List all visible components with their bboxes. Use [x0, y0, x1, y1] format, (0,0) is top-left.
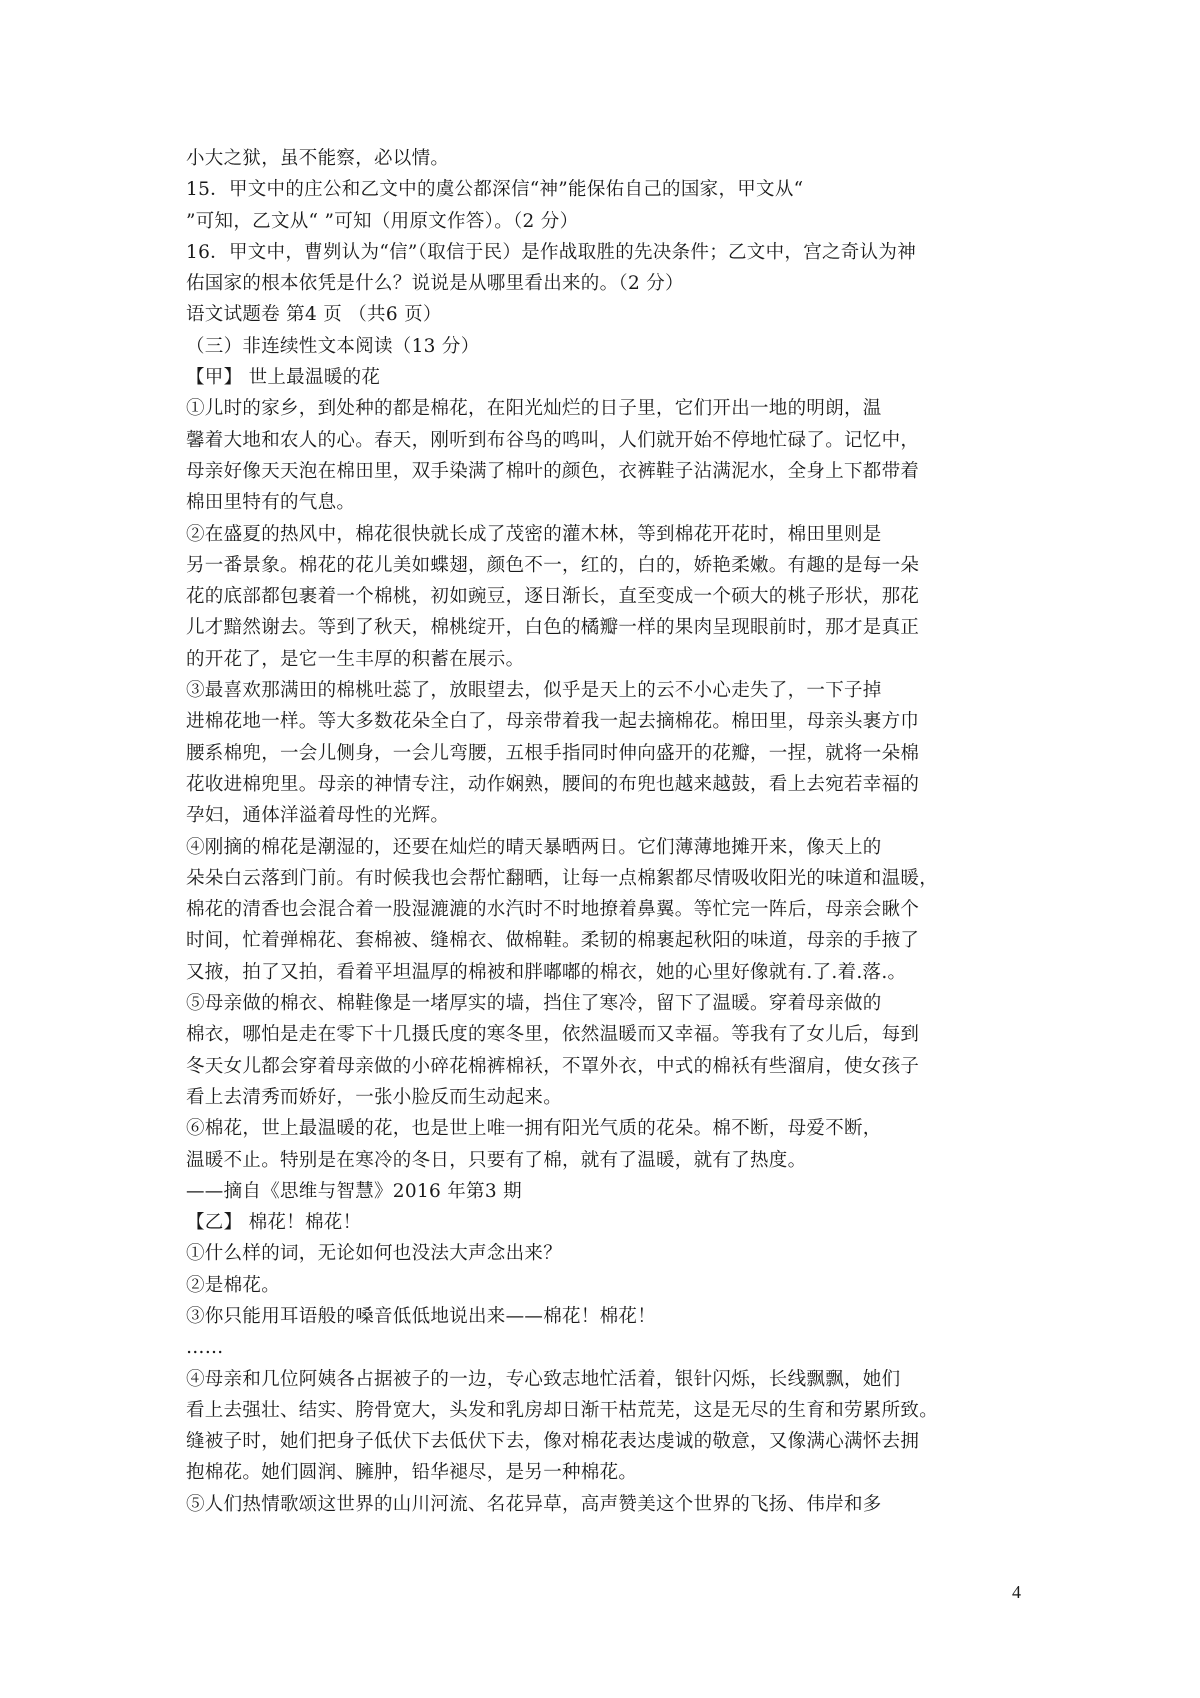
- text-line: 看上去清秀而娇好，一张小脸反而生动起来。: [186, 1086, 563, 1108]
- text-line: 小大之狱，虽不能察，必以情。: [186, 148, 450, 169]
- text-line: ②是棉花。: [186, 1274, 281, 1296]
- text-line: 朵朵白云落到门前。有时候我也会帮忙翻晒，让每一点棉絮都尽情吸收阳光的味道和温暖，: [186, 867, 939, 889]
- text-line: 馨着大地和农人的心。春天，刚听到布谷鸟的鸣叫，人们就开始不停地忙碌了。记忆中，: [186, 429, 920, 451]
- text-line: ①儿时的家乡，到处种的都是棉花，在阳光灿烂的日子里，它们开出一地的明朗，温: [186, 398, 882, 420]
- text-line: ⑤母亲做的棉衣、棉鞋像是一堵厚实的墙，挡住了寒冷，留下了温暖。穿着母亲做的: [186, 993, 882, 1015]
- ellipsis-line: ……: [186, 1337, 224, 1359]
- text-line: 花的底部都包裹着一个棉桃，初如豌豆，逐日渐长，直至变成一个硕大的桃子形状，那花: [186, 586, 920, 608]
- text-line: 温暖不止。特别是在寒冷的冬日，只要有了棉，就有了温暖，就有了热度。: [186, 1149, 807, 1171]
- question-15-line: 15．甲文中的庄公和乙文中的虞公都深信“神”能保佑自己的国家，甲文从“: [186, 179, 804, 201]
- text-line: ⑥棉花，世上最温暖的花，也是世上唯一拥有阳光气质的花朵。棉不断，母爱不断，: [186, 1118, 882, 1140]
- text-line: 花收进棉兜里。母亲的神情专注，动作娴熟，腰间的布兜也越来越鼓，看上去宛若幸福的: [186, 773, 920, 795]
- text-line: 儿才黯然谢去。等到了秋天，棉桃绽开，白色的橘瓣一样的果肉呈现眼前时，那才是真正: [186, 617, 920, 639]
- text-line: 时间，忙着弹棉花、套棉被、缝棉衣、做棉鞋。柔韧的棉裹起秋阳的味道，母亲的手掖了: [186, 930, 920, 952]
- exam-page-label: 语文试题卷 第4 页 （共6 页）: [186, 304, 442, 326]
- question-16-line: 佑国家的根本依凭是什么？说说是从哪里看出来的。（2 分）: [186, 273, 684, 295]
- source-citation: ——摘自《思维与智慧》2016 年第3 期: [186, 1180, 522, 1202]
- text-line: 进棉花地一样。等大多数花朵全白了，母亲带着我一起去摘棉花。棉田里，母亲头裹方巾: [186, 711, 920, 733]
- page-number: 4: [1012, 1582, 1021, 1602]
- question-15-line: ”可知，乙文从“ ”可知（用原文作答）。（2 分）: [186, 210, 579, 232]
- text-line: 另一番景象。棉花的花儿美如蝶翅，颜色不一，红的，白的，娇艳柔嫩。有趣的是每一朵: [186, 554, 920, 576]
- text-line: 又掖，拍了又拍，看着平坦温厚的棉被和胖嘟嘟的棉衣，她的心里好像就有.了.着.落.。: [186, 961, 907, 983]
- text-line: 孕妇，通体洋溢着母性的光辉。: [186, 805, 450, 827]
- text-line: 母亲好像天天泡在棉田里，双手染满了棉叶的颜色，衣裤鞋子沾满泥水，全身上下都带着: [186, 460, 920, 482]
- text-line: 棉田里特有的气息。: [186, 492, 356, 514]
- passage-a-title: 【甲】 世上最温暖的花: [186, 367, 381, 389]
- section-heading: （三）非连续性文本阅读（13 分）: [186, 335, 480, 357]
- text-line: 缝被子时，她们把身子低伏下去低伏下去，像对棉花表达虔诚的敬意，又像满心满怀去拥: [186, 1431, 920, 1453]
- text-line: 冬天女儿都会穿着母亲做的小碎花棉裤棉袄，不罩外衣，中式的棉袄有些溜肩，使女孩子: [186, 1055, 920, 1077]
- question-16-line: 16．甲文中，曹刿认为“信”（取信于民）是作战取胜的先决条件；乙文中，宫之奇认为神: [186, 241, 917, 263]
- passage-b-title: 【乙】 棉花！棉花！: [186, 1212, 362, 1234]
- text-line: ①什么样的词，无论如何也没法大声念出来？: [186, 1243, 563, 1265]
- text-line: ④母亲和几位阿姨各占据被子的一边，专心致志地忙活着，银针闪烁，长线飘飘，她们: [186, 1368, 901, 1390]
- text-line: ⑤人们热情歌颂这世界的山川河流、名花异草，高声赞美这个世界的飞扬、伟岸和多: [186, 1493, 882, 1515]
- text-line: ③最喜欢那满田的棉桃吐蕊了，放眼望去，似乎是天上的云不小心走失了，一下子掉: [186, 680, 882, 702]
- text-line: ④刚摘的棉花是潮湿的，还要在灿烂的晴天暴晒两日。它们薄薄地摊开来，像天上的: [186, 836, 882, 858]
- text-line: 棉衣，哪怕是走在零下十几摄氏度的寒冬里，依然温暖而又幸福。等我有了女儿后，每到: [186, 1024, 920, 1046]
- document-body: [186, 143, 1046, 1520]
- text-line: ②在盛夏的热风中，棉花很快就长成了茂密的灌木林，等到棉花开花时，棉田里则是: [186, 523, 882, 545]
- text-line: 腰系棉兜，一会儿侧身，一会儿弯腰，五根手指同时伸向盛开的花瓣，一捏，就将一朵棉: [186, 742, 920, 764]
- text-line: 棉花的清香也会混合着一股湿漉漉的水汽时不时地撩着鼻翼。等忙完一阵后，母亲会瞅个: [186, 899, 920, 921]
- text-line: 抱棉花。她们圆润、臃肿，铅华褪尽，是另一种棉花。: [186, 1462, 638, 1484]
- text-line: 的开花了，是它一生丰厚的积蓄在展示。: [186, 648, 525, 670]
- text-line: ③你只能用耳语般的嗓音低低地说出来——棉花！棉花！: [186, 1305, 657, 1327]
- text-line: 看上去强壮、结实、胯骨宽大，头发和乳房却日渐干枯荒芜，这是无尽的生育和劳累所致。: [186, 1399, 939, 1421]
